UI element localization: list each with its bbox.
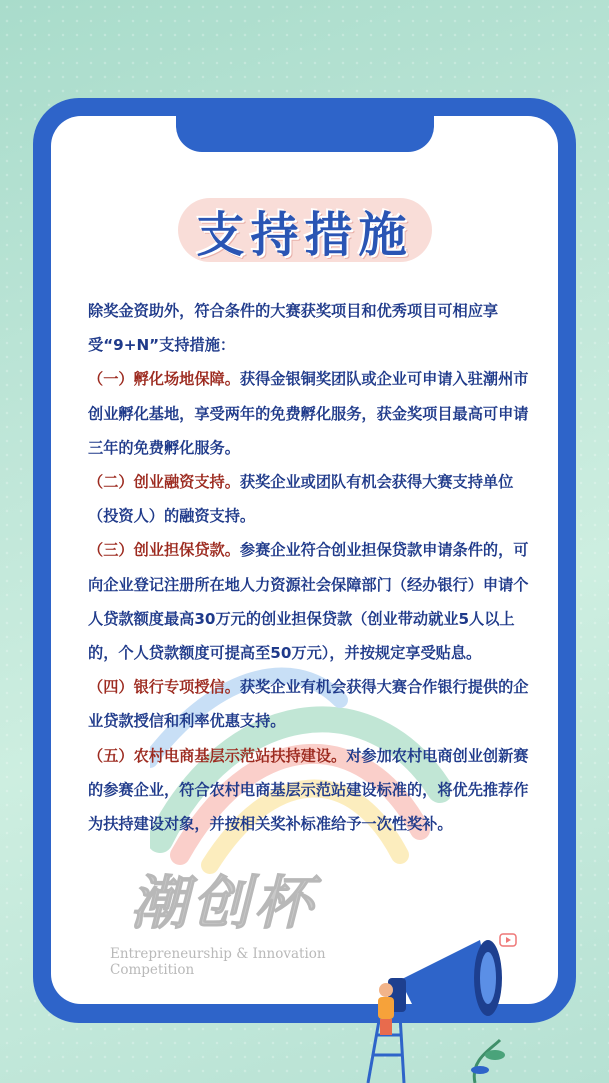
measure-body: 获得金银铜奖团队或企业可申请入驻潮州市创业孵化基地，享受两年的免费孵化服务，获金奖项目最高可申请三年的免费孵化服务。 [88, 370, 529, 457]
play-icon [500, 934, 516, 946]
measure-heading: （一）孵化场地保障。 [88, 370, 240, 389]
measure-body: 获奖企业有机会获得大赛合作银行提供的企业贷款授信和利率优惠支持。 [88, 678, 529, 731]
measures-content [88, 294, 540, 841]
competition-logo: 潮创杯 [130, 869, 317, 937]
plant-decoration [471, 1040, 505, 1083]
measure-heading: （五）农村电商基层示范站扶持建设。 [88, 746, 347, 765]
measure-body: 参赛企业符合创业担保贷款申请条件的，可向企业登记注册所在地人力资源社会保障部门（经办银行）申请个人贷款额度最高30万元的创业担保贷款（创业带动就业5人以上的，个人贷款额度可提高至50万元），并按规定享受贴息。 [88, 541, 529, 663]
megaphone-icon [388, 940, 502, 1016]
phone-notch [176, 98, 434, 152]
measure-heading: （二）创业融资支持。 [88, 473, 240, 492]
intro-paragraph: 除奖金资助外，符合条件的大赛获奖项目和优秀项目可相应享受“9+N”支持措施： [88, 302, 499, 355]
measure-heading: （三）创业担保贷款。 [88, 541, 240, 560]
measure-body: 获奖企业或团队有机会获得大赛支持单位（投资人）的融资支持。 [88, 473, 514, 526]
measure-item-1 [88, 362, 540, 465]
page-title: 支持措施 [196, 207, 413, 263]
megaphone-illustration [360, 920, 520, 1083]
measure-item-3 [88, 533, 540, 670]
measure-heading: （四）银行专项授信。 [88, 678, 240, 697]
competition-logo-subtitle: Entrepreneurship & Innovation Competition [110, 946, 326, 978]
measure-body: 对参加农村电商创业创新赛的参赛企业，符合农村电商基层示范站建设标准的，将优先推荐作为扶持建设对象，并按相关奖补标准给予一次性奖补。 [88, 746, 529, 834]
measure-item-5 [88, 739, 540, 842]
measure-item-2 [88, 465, 540, 533]
measure-item-4 [88, 670, 540, 738]
